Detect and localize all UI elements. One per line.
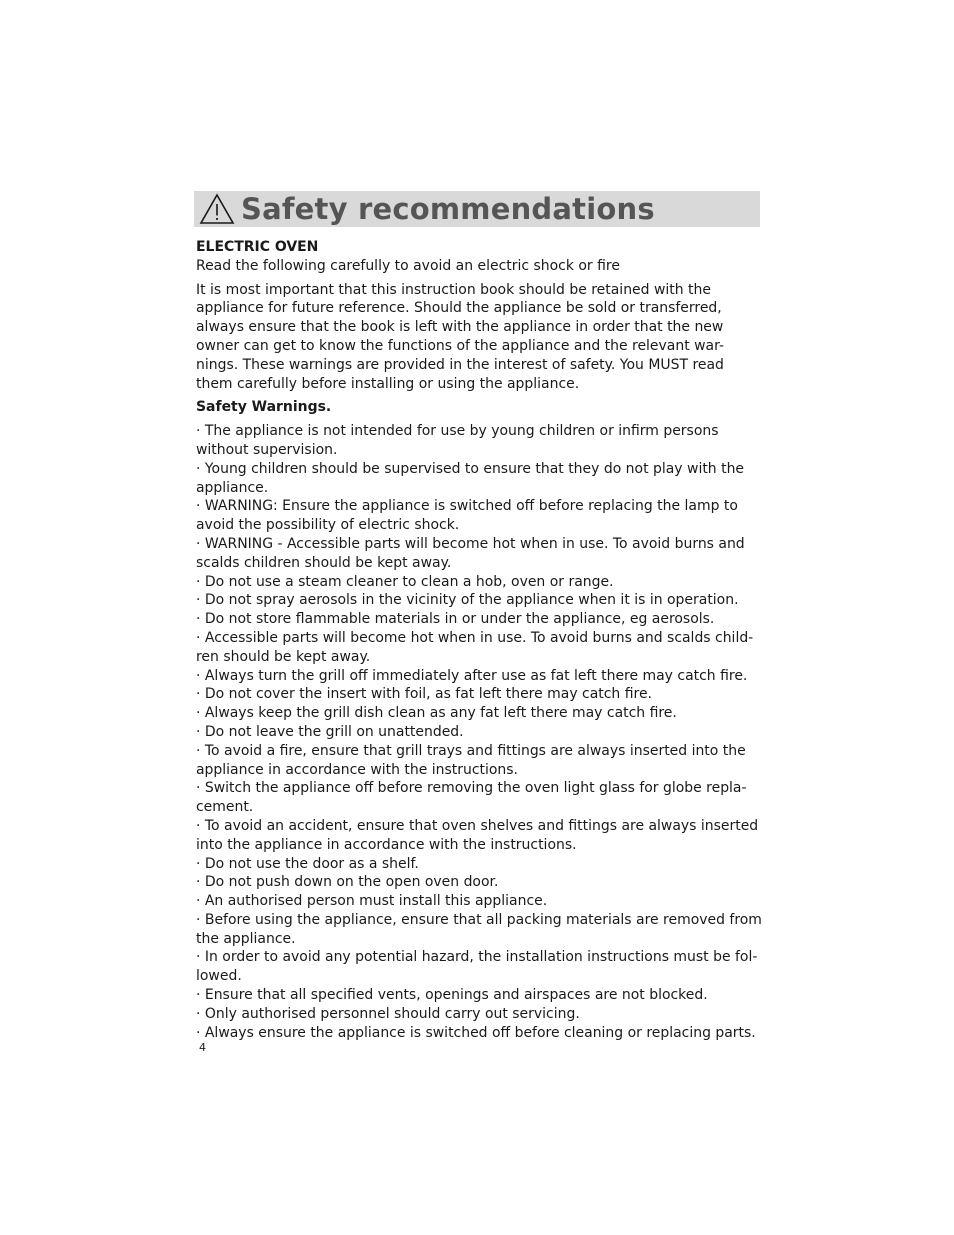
warning-line: cement. bbox=[196, 799, 254, 816]
warning-item bbox=[196, 591, 760, 610]
warning-line: · Always turn the grill off immediately after use as fat left there may catch fire. bbox=[196, 667, 748, 684]
warnings-heading: Safety Warnings. bbox=[196, 399, 332, 416]
warning-item bbox=[196, 892, 760, 911]
warning-line: · Young children should be supervised to ensure that they do not play with the bbox=[196, 460, 745, 477]
warning-line: · Before using the appliance, ensure that all packing materials are removed from bbox=[196, 911, 762, 928]
warning-line: · Do not push down on the open oven door. bbox=[196, 874, 499, 891]
warning-item bbox=[196, 573, 760, 592]
page-title: Safety recommendations bbox=[241, 192, 655, 226]
warning-line: · In order to avoid any potential hazard, the installation instructions must be fol- bbox=[196, 949, 758, 966]
warning-line: · Do not store flammable materials in or under the appliance, eg aerosols. bbox=[196, 611, 715, 628]
warning-item bbox=[196, 1005, 760, 1024]
warning-line: · Ensure that all specified vents, openings and airspaces are not blocked. bbox=[196, 987, 708, 1004]
section-heading: ELECTRIC OVEN bbox=[196, 239, 319, 255]
warning-line: · The appliance is not intended for use by young children or infirm persons bbox=[196, 423, 719, 440]
intro-line: It is most important that this instruction book should be retained with the bbox=[196, 281, 711, 298]
warning-item bbox=[196, 685, 760, 704]
warning-item bbox=[196, 1024, 760, 1043]
warning-item bbox=[196, 986, 760, 1005]
section-subline: Read the following carefully to avoid an electric shock or fire bbox=[196, 257, 620, 274]
warning-line: · Do not use the door as a shelf. bbox=[196, 855, 419, 872]
warning-line: into the appliance in accordance with the instructions. bbox=[196, 836, 577, 853]
intro-line: always ensure that the book is left with the appliance in order that the new bbox=[196, 319, 724, 336]
warning-line: ren should be kept away. bbox=[196, 648, 371, 665]
warning-line: · Always keep the grill dish clean as any fat left there may catch fire. bbox=[196, 705, 677, 722]
warning-item bbox=[196, 911, 760, 949]
warning-line: · WARNING: Ensure the appliance is switched off before replacing the lamp to bbox=[196, 498, 738, 515]
warning-item bbox=[196, 422, 760, 460]
warning-item bbox=[196, 723, 760, 742]
warning-item bbox=[196, 497, 760, 535]
warning-line: appliance in accordance with the instructions. bbox=[196, 761, 518, 778]
warning-line: · Accessible parts will become hot when in use. To avoid burns and scalds child- bbox=[196, 629, 754, 646]
intro-line: nings. These warnings are provided in the interest of safety. You MUST read bbox=[196, 356, 724, 373]
warning-line: · Do not cover the insert with foil, as fat left there may catch fire. bbox=[196, 686, 652, 703]
warning-item bbox=[196, 704, 760, 723]
warning-item bbox=[196, 873, 760, 892]
warning-line: · Do not leave the grill on unattended. bbox=[196, 723, 464, 740]
intro-line: appliance for future reference. Should the appliance be sold or transferred, bbox=[196, 300, 722, 317]
warning-item bbox=[196, 817, 760, 855]
intro-line: them carefully before installing or using the appliance. bbox=[196, 375, 580, 392]
warning-line: · To avoid a fire, ensure that grill trays and fittings are always inserted into the bbox=[196, 742, 746, 759]
warning-item bbox=[196, 535, 760, 573]
warning-line: · To avoid an accident, ensure that oven shelves and fittings are always inserted bbox=[196, 817, 759, 834]
warning-line: · Do not use a steam cleaner to clean a hob, oven or range. bbox=[196, 573, 614, 590]
page-number: 4 bbox=[199, 1041, 206, 1054]
warning-item bbox=[196, 742, 760, 780]
warning-item bbox=[196, 855, 760, 874]
intro-paragraph bbox=[194, 281, 760, 394]
warning-line: lowed. bbox=[196, 968, 242, 985]
warning-line: appliance. bbox=[196, 479, 269, 496]
warning-line: scalds children should be kept away. bbox=[196, 554, 452, 571]
warning-line: · Only authorised personnel should carry out servicing. bbox=[196, 1005, 580, 1022]
warnings-list bbox=[194, 422, 760, 1042]
warning-line: · An authorised person must install this appliance. bbox=[196, 893, 548, 910]
warning-line: avoid the possibility of electric shock. bbox=[196, 517, 460, 534]
title-bar bbox=[194, 191, 760, 227]
warning-item bbox=[196, 779, 760, 817]
warning-item bbox=[196, 610, 760, 629]
warning-item bbox=[196, 948, 760, 986]
warning-triangle-icon bbox=[199, 193, 235, 225]
warning-line: · WARNING - Accessible parts will become hot when in use. To avoid burns and bbox=[196, 535, 745, 552]
warning-item bbox=[196, 629, 760, 667]
warning-line: · Always ensure the appliance is switched off before cleaning or replacing parts. bbox=[196, 1024, 756, 1041]
warning-item bbox=[196, 460, 760, 498]
intro-line: owner can get to know the functions of the appliance and the relevant war- bbox=[196, 337, 724, 354]
warning-line: · Switch the appliance off before removing the oven light glass for globe repla- bbox=[196, 780, 747, 797]
warning-item bbox=[196, 667, 760, 686]
warning-line: without supervision. bbox=[196, 441, 338, 458]
document-page bbox=[194, 191, 760, 1042]
warning-line: the appliance. bbox=[196, 930, 296, 947]
warning-line: · Do not spray aerosols in the vicinity of the appliance when it is in operation. bbox=[196, 592, 739, 609]
